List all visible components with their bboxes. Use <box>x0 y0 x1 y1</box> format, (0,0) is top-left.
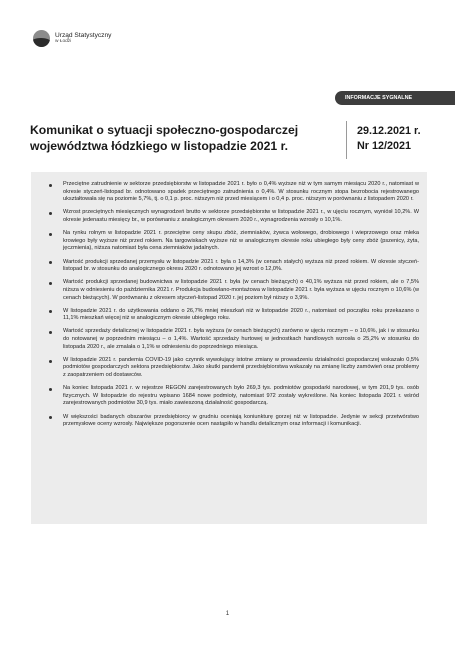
summary-item <box>31 414 419 429</box>
logo-city: w Łodzi <box>55 39 72 45</box>
bullet-icon <box>49 331 52 334</box>
bullet-icon <box>49 360 52 363</box>
bullet-icon <box>49 310 52 313</box>
category-badge: INFORMACJE SYGNALNE <box>335 91 455 105</box>
summary-item <box>31 385 419 408</box>
document-title: Komunikat o sytuacji społeczno-gospodarczej województwa łódzkiego w listopadzie 2021 r. <box>30 123 299 153</box>
summary-item-text: Przeciętne zatrudnienie w sektorze przedsiębiorstw w listopadzie 2021 r. było o 0,4% wyższe niż w tym samym miesiącu 2020 r., natomiast w okresie styczeń-listopad br. odnotowano spadek przeciętnego zatrudnienia o 0,4%. W stosunku rocznym stopa bezrobocia rejestrowanego ukształtowała się na poziomie 5,7%, tj. o 0,1 p. proc. niższym niż przed miesiącem i o 0,4 p. proc. niższym w porównaniu z listopadem 2020 r. <box>63 181 419 203</box>
summary-item-text: Na koniec listopada 2021 r. w rejestrze REGON zarejestrowanych było 269,3 tys. podmiotów gospodarki narodowej, w tym 201,9 tys. osób fizycznych. W listopadzie do rejestru wpisano 1684 nowe podmioty, natomiast 972 zostały wykreślone. Na koniec listopada 2021 r. wśród zarejestrowanych podmiotów 30,9 tys. miało zawieszoną działalność gospodarczą. <box>63 385 419 407</box>
summary-item <box>31 279 419 302</box>
summary-item-text: W listopadzie 2021 r. do użytkowania oddano o 26,7% mniej mieszkań niż w listopadzie 2020 r., natomiast od początku roku przekazano o 11,1% mieszkań więcej niż w analogicznym okresie ubiegłego roku. <box>63 307 419 322</box>
bullet-icon <box>49 212 52 215</box>
summary-item-text: Na rynku rolnym w listopadzie 2021 r. przeciętne ceny skupu zbóż, ziemniaków, żywca wołowego, drobiowego i wieprzowego oraz mleka krowiego były wyższe niż przed rokiem. Na targowiskach wyższe niż w analogicznym okresie roku ubiegłego były ceny zbóż (pszenicy, żyta, jęczmienia), niższa natomiast była cena ziemniaków jadalnych. <box>63 230 419 252</box>
summary-item-text: Wartość produkcji sprzedanej budownictwa w listopadzie 2021 r. była (w cenach bieżących) o 40,1% wyższa niż przed rokiem, ale o 7,5% niższa w odniesieniu do października 2021 r. Produkcja budowlano-montażowa w listopadzie 2021 r. była wyższa w ujęciu rocznym o 10,6% (w cenach bieżących). W porównaniu z okresem styczeń-listopad 2020 r. jej poziom był niższy o 3,9%. <box>63 279 419 301</box>
summary-item <box>31 230 419 253</box>
bullet-icon <box>49 388 52 391</box>
publication-date: 29.12.2021 r. <box>357 125 421 137</box>
document-meta <box>357 124 452 154</box>
summary-item-text: Wartość sprzedaży detalicznej w listopadzie 2021 r. była wyższa (w cenach bieżących) zarówno w ujęciu rocznym – o 10,6%, jak i w stosunku do notowanej w poprzednim miesiącu – o 1,4%. Wartość sprzedaży hurtowej w jednostkach handlowych wzrosła o 25,2% w stosunku do listopada 2020 r., ale zmalała o 1,1% w odniesieniu do poprzedniego miesiąca. <box>63 328 419 350</box>
summary-item <box>31 357 419 380</box>
bullet-icon <box>49 184 52 187</box>
summary-item <box>31 181 419 204</box>
page-number: 1 <box>225 610 230 617</box>
summary-item <box>31 328 419 351</box>
summary-item-text: W większości badanych obszarów przedsiębiorcy w grudniu oceniają koniunkturę gorzej niż w listopadzie. Jedynie w sekcji przetwórstwo przemysłowe oceny wzrosły. Największe pogorszenie ocen nastąpiło w handlu detalicznym oraz informacji i komunikacji. <box>63 413 419 428</box>
bullet-icon <box>49 416 52 419</box>
summary-item-text: Wartość produkcji sprzedanej przemysłu w listopadzie 2021 r. była o 14,3% (w cenach stałych) wyższa niż przed rokiem. W okresie styczeń-listopad br. w stosunku do analogicznego okresu 2020 r. odnotowano jej wzrost o 12,0%. <box>63 258 419 273</box>
logo-text <box>55 33 111 45</box>
summary-list <box>31 181 419 429</box>
statistics-office-logo-icon <box>33 30 50 47</box>
bullet-icon <box>49 261 52 264</box>
summary-item-text: W listopadzie 2021 r. pandemia COVID-19 jako czynnik wywołujący istotne zmiany w prowadzeniu działalności gospodarczej wskazało 0,5% podmiotów gospodarczych sektora przedsiębiorstw. Jako skutki pandemii przedsiębiorstwa wskazały na zmianę liczby zamówień oraz problemy z zaopatrzeniem od dostawców. <box>63 356 419 379</box>
summary-box <box>31 172 427 524</box>
summary-item <box>31 308 419 323</box>
issue-number: Nr 12/2021 <box>357 140 412 153</box>
summary-item <box>31 259 419 274</box>
bullet-icon <box>49 282 52 285</box>
summary-item-text: Wzrost przeciętnych miesięcznych wynagrodzeń brutto w sektorze przedsiębiorstw w listopadzie 2021 r., w ujęciu rocznym, wyniósł 10,2%. W okresie jedenastu miesięcy br., w porównaniu z analogicznym okresem 2020 r., wynagrodzenia wzrosły o 10,1%. <box>63 209 419 223</box>
bullet-icon <box>49 233 52 236</box>
logo-name: Urząd Statystyczny <box>55 31 112 39</box>
logo <box>33 30 111 47</box>
title-divider <box>346 121 347 159</box>
summary-item <box>31 209 419 224</box>
